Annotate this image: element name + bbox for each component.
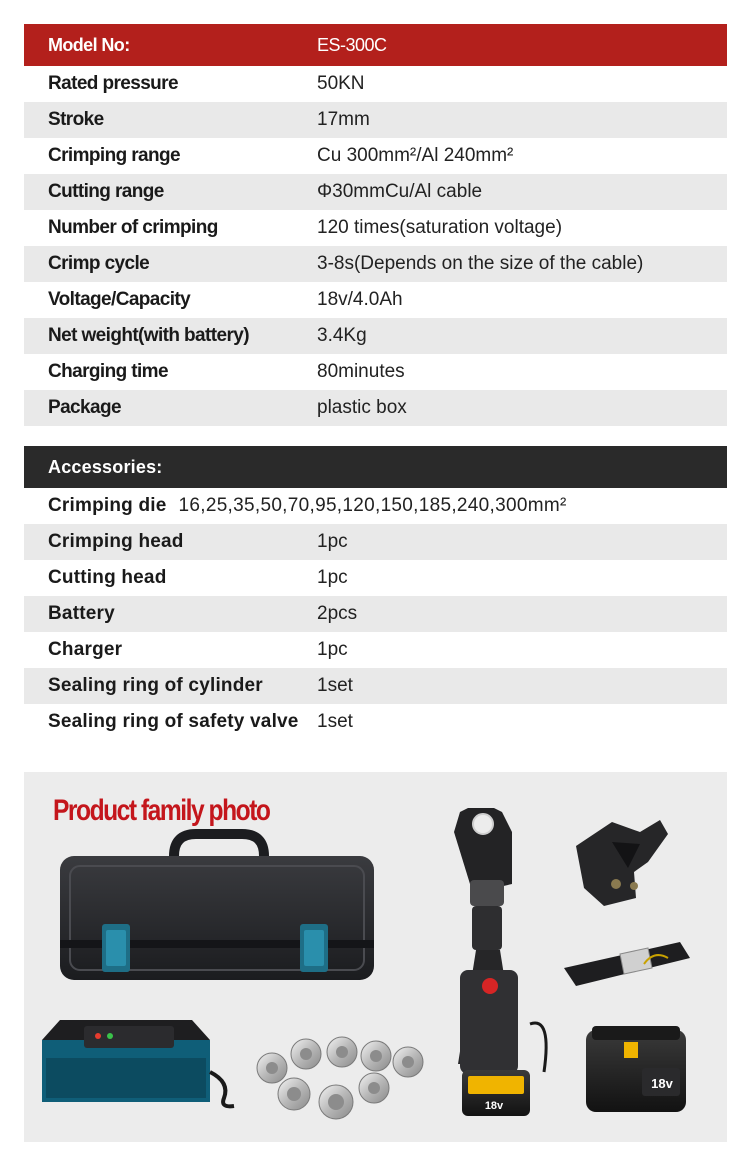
accessory-row: [24, 704, 727, 740]
spec-value: 80minutes: [317, 361, 405, 382]
accessory-row: [24, 524, 727, 560]
crimping-dies: [257, 1037, 423, 1119]
accessories-table: [24, 446, 727, 740]
spec-row: [24, 318, 727, 354]
accessory-value: 2pcs: [317, 603, 358, 624]
charger: [42, 1020, 234, 1106]
spec-row: [24, 390, 727, 426]
accessory-row: [24, 488, 727, 524]
spec-value: Cu 300mm²/Al 240mm²: [317, 145, 514, 166]
spec-row: [24, 210, 727, 246]
spec-key: Package: [48, 397, 121, 418]
photo-title: Product family photo: [53, 794, 270, 827]
spec-value: 3-8s(Depends on the size of the cable): [317, 253, 644, 274]
spec-key: Voltage/Capacity: [48, 289, 191, 310]
spec-row: [24, 282, 727, 318]
accessory-value: 16,25,35,50,70,95,120,150,185,240,300mm²: [178, 495, 567, 516]
carrying-case: [60, 834, 374, 980]
spec-value: 120 times(saturation voltage): [317, 217, 563, 238]
spec-value: plastic box: [317, 397, 407, 418]
cutting-head: [576, 820, 668, 906]
spec-value: 18v/4.0Ah: [317, 289, 403, 310]
spec-row: [24, 174, 727, 210]
accessory-key: Crimping head: [48, 531, 184, 552]
accessory-value: 1pc: [317, 567, 348, 588]
specs-table: [24, 24, 727, 426]
spec-value: 50KN: [317, 73, 365, 94]
spare-battery: [586, 1026, 686, 1112]
accessory-value: 1pc: [317, 639, 348, 660]
spare-battery-label: 18v: [651, 1076, 673, 1091]
accessory-key: Charger: [48, 639, 123, 660]
spec-row: [24, 354, 727, 390]
spec-row: [24, 66, 727, 102]
accessories-header: [24, 446, 727, 488]
spec-row: [24, 246, 727, 282]
spec-row: [24, 138, 727, 174]
model-value: ES-300C: [317, 34, 387, 55]
spec-key: Rated pressure: [48, 73, 178, 94]
spec-key: Crimp cycle: [48, 253, 150, 274]
spec-key: Charging time: [48, 361, 168, 382]
accessory-row: [24, 668, 727, 704]
crimping-tool: [454, 808, 546, 1116]
accessories-title: Accessories:: [48, 456, 163, 477]
spec-key: Number of crimping: [48, 217, 218, 238]
spec-key: Crimping range: [48, 145, 181, 166]
spec-row: [24, 102, 727, 138]
spec-value: 17mm: [317, 109, 370, 130]
shoulder-strap: [564, 942, 690, 986]
accessory-key: Cutting head: [48, 567, 167, 588]
model-label: Model No:: [48, 34, 130, 55]
tool-battery-label: 18v: [484, 1100, 504, 1112]
spec-value: 3.4Kg: [317, 325, 367, 346]
specs-header: [24, 24, 727, 66]
spec-key: Stroke: [48, 109, 104, 130]
product-family-photo: [24, 772, 727, 1142]
accessory-row: [24, 596, 727, 632]
accessory-key: Sealing ring of safety valve: [48, 711, 299, 732]
spec-value: Φ30mmCu/Al cable: [317, 181, 483, 202]
spec-key: Cutting range: [48, 181, 164, 202]
accessory-value: 1set: [317, 711, 353, 732]
accessory-row: [24, 632, 727, 668]
accessory-key: Battery: [48, 603, 115, 624]
accessory-value: 1pc: [317, 531, 348, 552]
spec-key: Net weight(with battery): [48, 325, 249, 346]
accessory-row: [24, 560, 727, 596]
accessory-key: Crimping die: [48, 495, 167, 516]
accessory-value: 1set: [317, 675, 353, 696]
accessory-key: Sealing ring of cylinder: [48, 675, 263, 696]
